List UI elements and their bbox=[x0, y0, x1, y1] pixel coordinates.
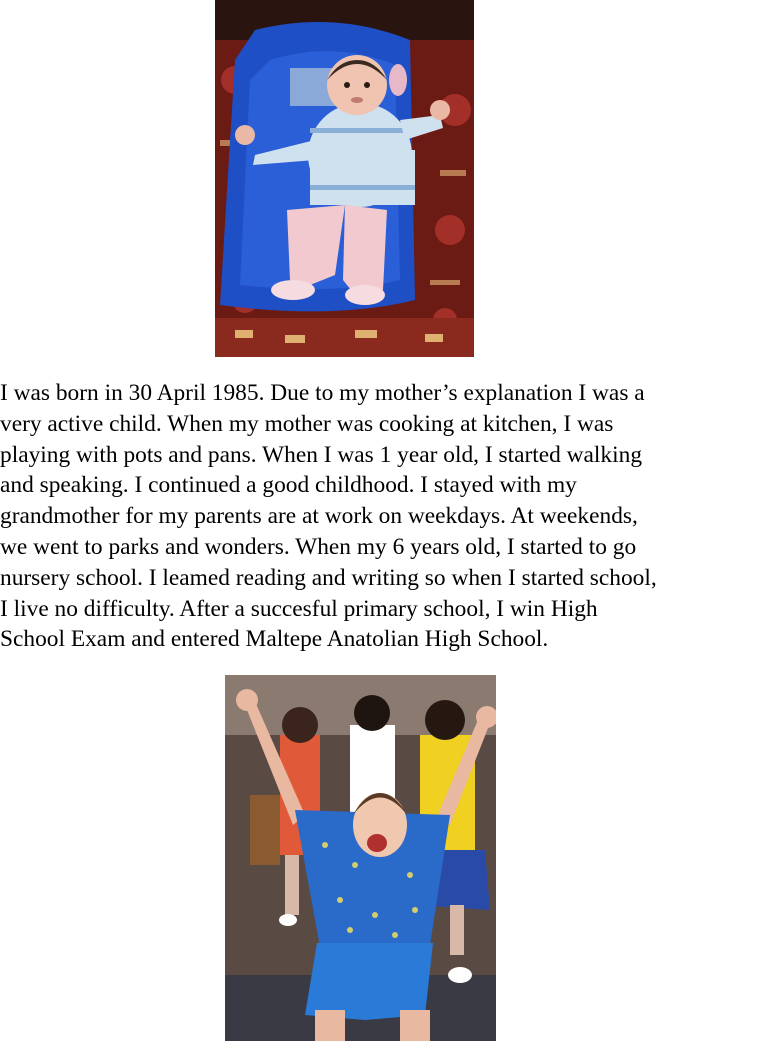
paragraph-line: and speaking. I continued a good childhood. I stayed with my bbox=[0, 472, 577, 499]
paragraph-line: I live no difficulty. After a succesful primary school, I win High bbox=[0, 595, 598, 622]
paragraph-line: playing with pots and pans. When I was 1 year old, I started walking bbox=[0, 441, 643, 468]
paragraph-line: grandmother for my parents are at work on weekdays. At weekends, bbox=[0, 503, 638, 530]
paragraph-line: School Exam and entered Maltepe Anatolian High School. bbox=[0, 626, 549, 653]
biography-paragraph bbox=[0, 378, 764, 655]
paragraph-line: we went to parks and wonders. When my 6 years old, I started to go bbox=[0, 533, 637, 560]
paragraph-line: I was born in 30 April 1985. Due to my mother’s explanation I was a bbox=[0, 380, 645, 406]
child-party-photo bbox=[225, 675, 496, 1041]
paragraph-line: nursery school. I leamed reading and writing so when I started school, bbox=[0, 564, 657, 591]
paragraph-line: very active child. When my mother was cooking at kitchen, I was bbox=[0, 410, 614, 437]
baby-photo bbox=[215, 0, 474, 357]
